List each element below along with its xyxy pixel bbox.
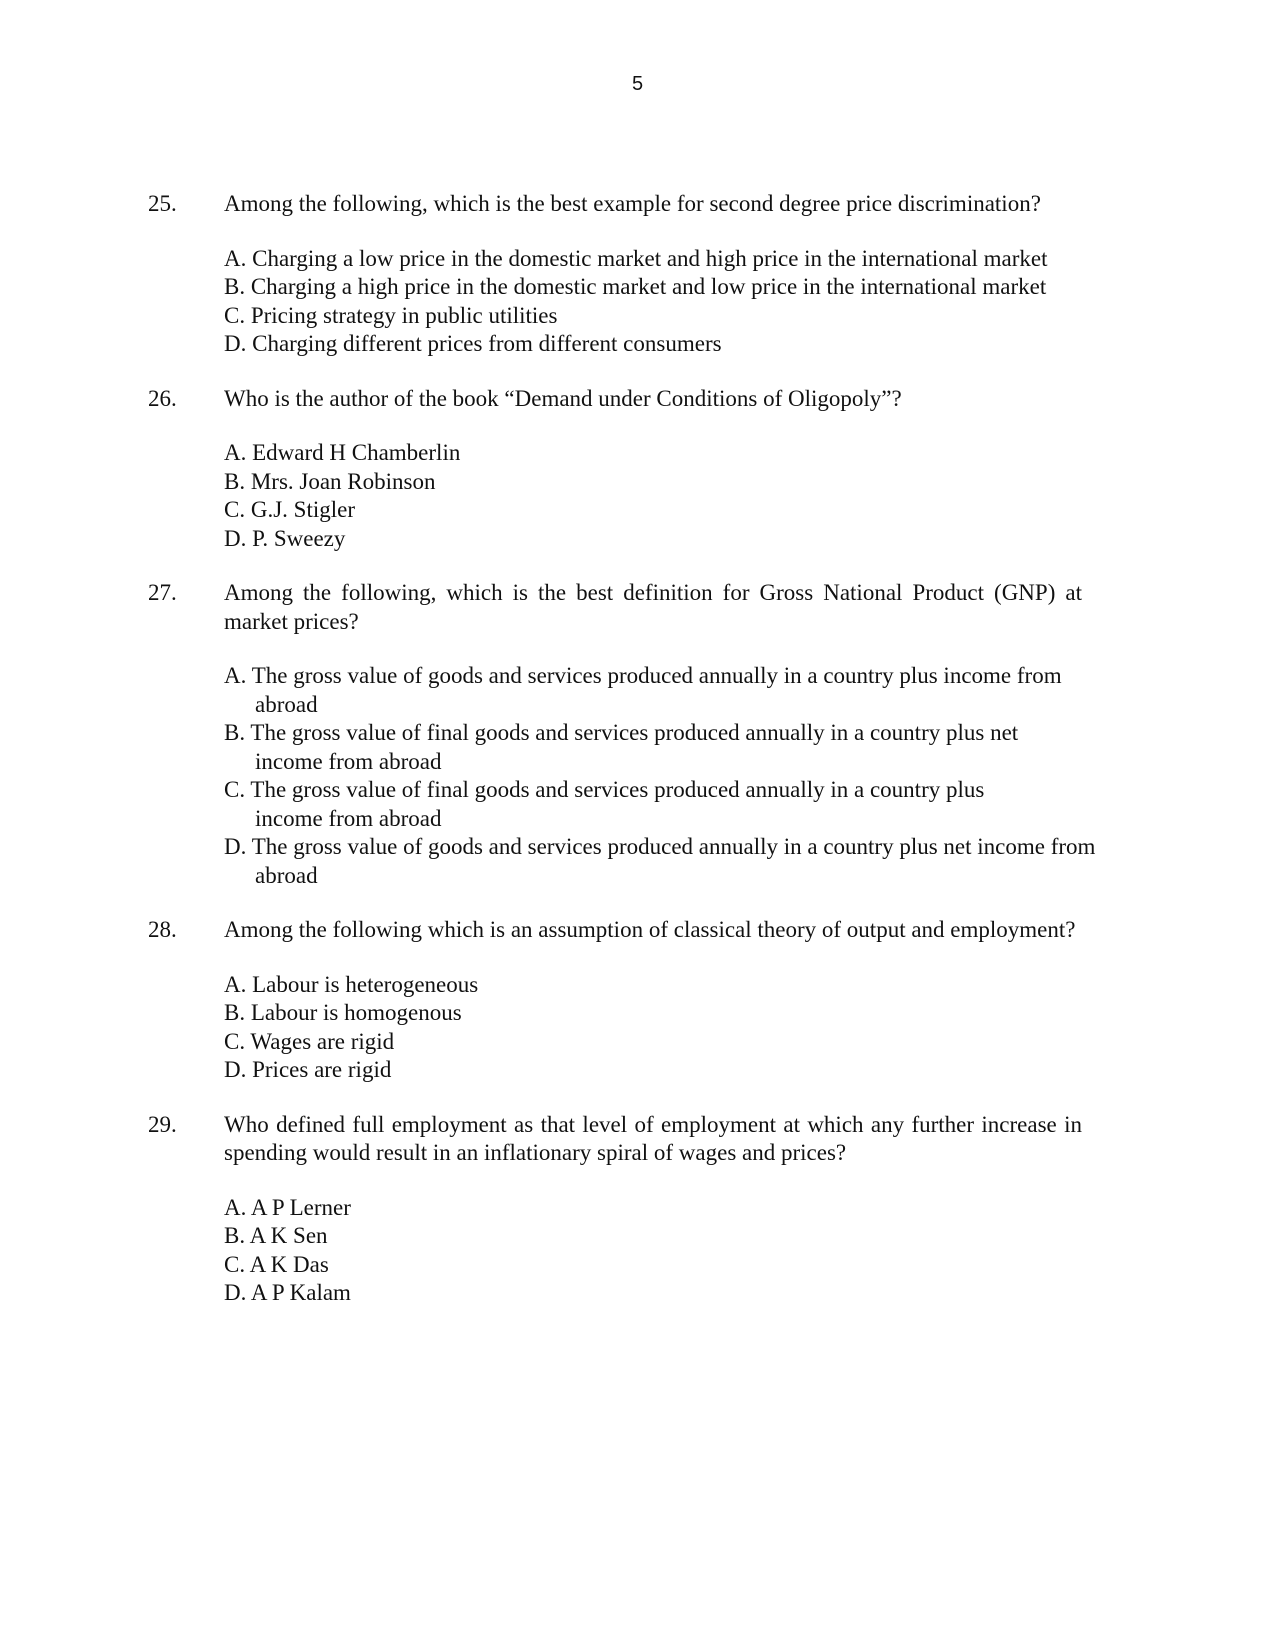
question-number: 27. — [148, 580, 177, 605]
option-c: C. G.J. Stigler — [224, 497, 355, 522]
question-body — [224, 190, 1128, 359]
option-list — [224, 1194, 1128, 1308]
question-number: 29. — [148, 1111, 177, 1137]
question-body — [224, 916, 1128, 1085]
option-b: B. A K Sen — [224, 1223, 328, 1248]
question-body — [224, 385, 1128, 554]
option-a: A. Edward H Chamberlin — [224, 440, 461, 465]
option-c: C. A K Das — [224, 1251, 329, 1277]
option-d: D. P. Sweezy — [224, 525, 346, 551]
question-text: Who is the author of the book “Demand under Conditions of Oligopoly”? — [224, 385, 902, 411]
question-text: Among the following, which is the best definition for Gross National Product (GNP) at market prices? — [224, 580, 1082, 634]
option-b: B. The gross value of final goods and services produced annually in a country plus net income from abroad — [224, 720, 1019, 774]
question-number: 26. — [148, 385, 177, 411]
question-text: Among the following which is an assumption of classical theory of output and employment? — [224, 917, 1076, 942]
option-c: C. Wages are rigid — [224, 1028, 395, 1054]
question-26 — [148, 385, 1128, 554]
question-29 — [148, 1111, 1128, 1308]
option-d: D. A P Kalam — [224, 1280, 351, 1305]
question-number: 28. — [148, 917, 177, 942]
option-d: D. Prices are rigid — [224, 1057, 392, 1082]
question-27 — [148, 579, 1128, 890]
page-number: 5 — [631, 73, 644, 95]
question-text: Among the following, which is the best example for second degree price discrimination? — [224, 191, 1041, 216]
option-list — [224, 439, 1128, 553]
option-a: A. Charging a low price in the domestic market and high price in the international market — [224, 245, 1048, 271]
option-a: A. Labour is heterogeneous — [224, 971, 479, 997]
question-number: 25. — [148, 191, 177, 216]
question-text: Who defined full employment as that level of employment at which any further increase in spending would result in an inflationary spiral of wages and prices? — [224, 1111, 1082, 1165]
option-list — [224, 662, 1096, 890]
option-list — [224, 971, 1128, 1085]
question-body — [224, 1111, 1128, 1308]
question-25 — [148, 190, 1128, 359]
option-c: C. The gross value of final goods and services produced annually in a country plus income from abroad — [224, 777, 985, 831]
option-b: B. Charging a high price in the domestic market and low price in the international market — [224, 274, 1047, 299]
option-b: B. Mrs. Joan Robinson — [224, 468, 436, 494]
option-a: A. The gross value of goods and services produced annually in a country plus income from abroad — [224, 663, 1062, 717]
option-c: C. Pricing strategy in public utilities — [224, 302, 558, 328]
question-body — [224, 579, 1128, 890]
question-list — [148, 190, 1128, 1334]
option-list — [224, 245, 1104, 359]
option-a: A. A P Lerner — [224, 1194, 351, 1220]
option-d: D. Charging different prices from different consumers — [224, 331, 722, 356]
option-d: D. The gross value of goods and services produced annually in a country plus net income from abroad — [224, 834, 1096, 888]
option-b: B. Labour is homogenous — [224, 1000, 462, 1025]
question-28 — [148, 916, 1128, 1085]
